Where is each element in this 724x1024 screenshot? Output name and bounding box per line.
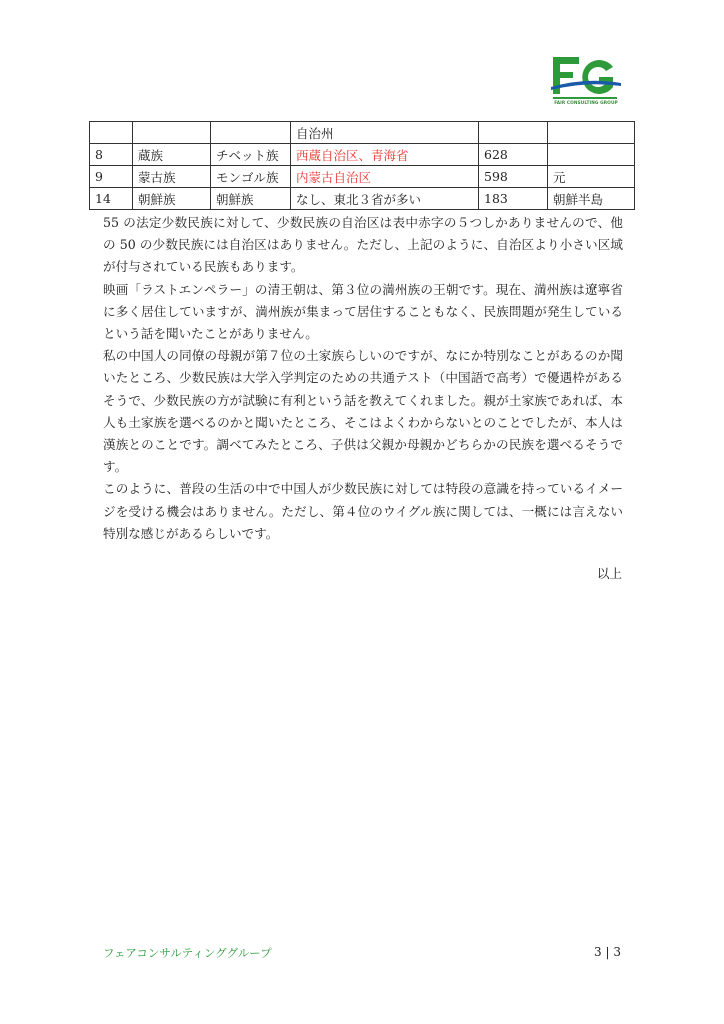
table-cell-ethnic [211,122,291,144]
table-cell-note: 朝鮮半島 [548,188,635,210]
footer-company: フェアコンサルティンググループ [103,946,272,960]
table-cell-note [548,122,635,144]
table-row [90,122,635,144]
table-cell-region: 自治州 [291,122,479,144]
table-cell-population: 598 [479,166,548,188]
table-row [90,188,635,210]
table-cell-ethnic: モンゴル族 [211,166,291,188]
table-cell-ethnic: 朝鮮族 [211,188,291,210]
table-cell-name: 蔵族 [133,144,211,166]
table-cell-no [90,122,133,144]
paragraph: 私の中国人の同僚の母親が第７位の土家族らしいのですが、なにか特別なことがあるのか聞いたところ、少数民族は大学入学判定のための共通テスト（中国語で高考）で優遇枠があるそうで、少数民族の方が試験に有利という話を教えてくれました。親が土家族であれば、本人も土家族を選べるのかと聞いたところ、そこはよくわからないとのことでしたが、本人は漢族とのことです。調べてみたところ、子供は父親か母親かどちらかの民族を選べるそうです。 [103,348,623,475]
table-cell-no: 8 [90,144,133,166]
table-cell-population: 628 [479,144,548,166]
table-cell-no: 14 [90,188,133,210]
table-row [90,144,635,166]
body-text [103,212,623,545]
closing-text: 以上 [596,566,622,581]
table-cell-note [548,144,635,166]
paragraph: 55 の法定少数民族に対して、少数民族の自治区は表中赤字の５つしかありませんので、他の 50 の少数民族には自治区はありません。ただし、上記のように、自治区より小さい区域が付与されている民族もあります。 [103,215,623,275]
table-cell-name [133,122,211,144]
page-number: 3 | 3 [594,945,621,959]
table-row [90,166,635,188]
table-cell-note: 元 [548,166,635,188]
ethnic-table [89,121,635,210]
table-cell-name: 朝鮮族 [133,188,211,210]
table-cell-region: 内蒙古自治区 [291,166,479,188]
table-cell-no: 9 [90,166,133,188]
table-cell-region: なし、東北３省が多い [291,188,479,210]
paragraph: 映画「ラストエンペラー」の清王朝は、第３位の満州族の王朝です。現在、満州族は遼寧省に多く居住していますが、満州族が集まって居住することもなく、民族問題が発生しているという話を聞いたことがありません。 [103,281,623,342]
logo-subtitle: FAIR CONSULTING GROUP [554,101,618,106]
table-cell-population [479,122,548,144]
table-cell-region: 西蔵自治区、青海省 [291,144,479,166]
paragraph: このように、普段の生活の中で中国人が少数民族に対しては特段の意識を持っているイメージを受ける機会はありません。ただし、第４位のウイグル族に関しては、一概には言えない特別な感じがあるらしいです。 [103,481,623,541]
table-cell-name: 蒙古族 [133,166,211,188]
table-cell-population: 183 [479,188,548,210]
table-cell-ethnic: チベット族 [211,144,291,166]
